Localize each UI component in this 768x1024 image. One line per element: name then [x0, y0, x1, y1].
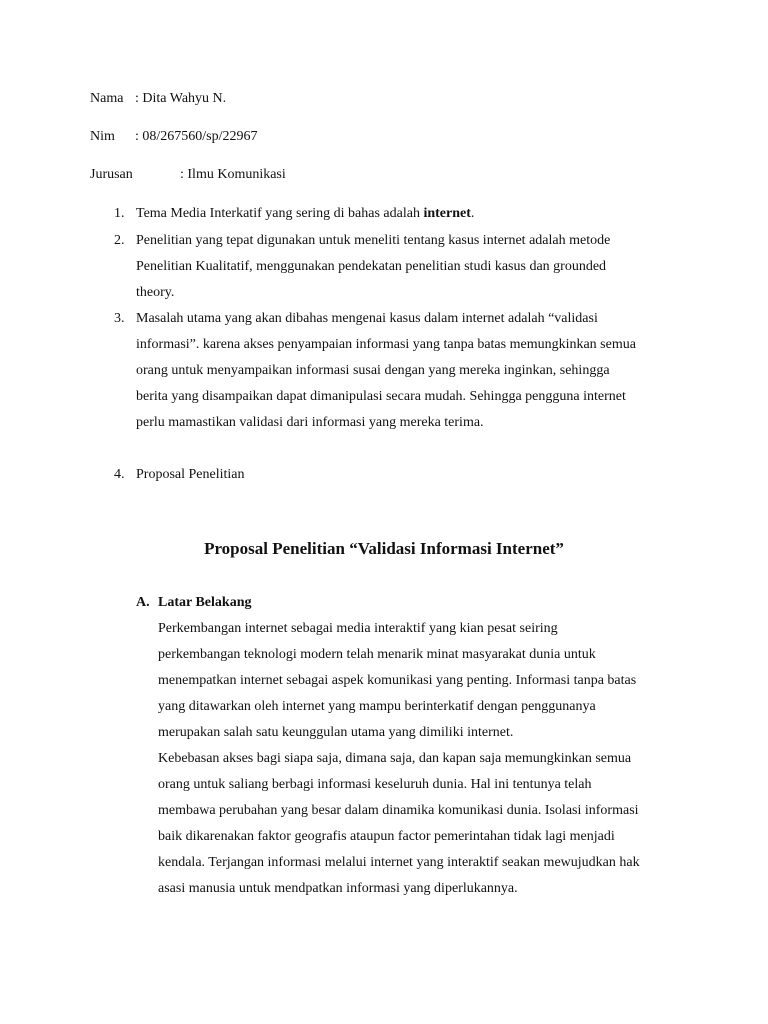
list-item-3-line-2: informasi”. karena akses penyampaian informasi yang tanpa batas memungkinkan semua: [136, 337, 636, 352]
nama-value: : Dita Wahyu N.: [135, 91, 227, 106]
list-item-3-line-3: orang untuk menyampaikan informasi susai dengan yang mereka inginkan, sehingga: [136, 363, 610, 378]
list-number-2: 2.: [114, 233, 125, 248]
nim-label: Nim: [90, 129, 115, 144]
list-item-1: [136, 205, 474, 223]
list-number-3: 3.: [114, 311, 125, 326]
list-item-3-line-4: berita yang disampaikan dapat dimanipulasi secara mudah. Sehingga pengguna internet: [136, 389, 626, 404]
list-item-1-keyword: internet: [423, 206, 471, 221]
jurusan-value: : Ilmu Komunikasi: [180, 167, 286, 182]
paragraph-1-line-1: Perkembangan internet sebagai media interaktif yang kian pesat seiring: [158, 621, 558, 636]
proposal-title: Proposal Penelitian “Validasi Informasi Internet”: [204, 539, 564, 558]
list-item-3-line-5: perlu mamastikan validasi dari informasi yang mereka terima.: [136, 415, 484, 430]
paragraph-2-line-1: Kebebasan akses bagi siapa saja, dimana saja, dan kapan saja memungkinkan semua: [158, 751, 632, 766]
list-item-2-line-2: Penelitian Kualitatif, menggunakan pendekatan penelitian studi kasus dan grounded: [136, 259, 607, 274]
paragraph-1-line-2: perkembangan teknologi modern telah menarik minat masyarakat dunia untuk: [158, 647, 596, 662]
nim-value: : 08/267560/sp/22967: [135, 129, 258, 144]
paragraph-1-line-3: menempatkan internet sebagai aspek komunikasi yang penting. Informasi tanpa batas: [158, 673, 637, 688]
list-item-2-line-1: Penelitian yang tepat digunakan untuk meneliti tentang kasus internet adalah metode: [136, 233, 611, 248]
list-number-4: 4.: [114, 467, 125, 482]
list-item-3-line-1: Masalah utama yang akan dibahas mengenai kasus dalam internet adalah “validasi: [136, 311, 598, 326]
paragraph-2-line-6: asasi manusia untuk mendpatkan informasi yang diperlukannya.: [158, 881, 518, 896]
list-item-1-period: .: [470, 206, 475, 221]
paragraph-2-line-2: orang untuk saliang berbagi informasi keseluruh dunia. Hal ini tentunya telah: [158, 777, 592, 792]
paragraph-2-line-3: membawa perubahan yang besar dalam dinamika komunikasi dunia. Isolasi informasi: [158, 803, 639, 818]
nama-label: Nama: [90, 91, 124, 106]
paragraph-1-line-5: merupakan salah satu keunggulan utama yang dimiliki internet.: [158, 725, 514, 740]
paragraph-2-line-4: baik dikarenakan faktor geografis ataupun factor pemerintahan tidak lagi menjadi: [158, 829, 615, 844]
section-a-title: Latar Belakang: [158, 595, 252, 610]
paragraph-2-line-5: kendala. Terjangan informasi melalui internet yang interaktif seakan mewujudkan hak: [158, 855, 640, 870]
list-item-4: Proposal Penelitian: [136, 467, 245, 482]
list-item-2-line-3: theory.: [136, 285, 175, 300]
section-a-label: A.: [136, 595, 150, 610]
jurusan-label: Jurusan: [90, 167, 133, 182]
paragraph-1-line-4: yang ditawarkan oleh internet yang mampu berinterkatif dengan penggunanya: [158, 699, 596, 714]
list-item-1-text: Tema Media Interkatif yang sering di bahas adalah: [136, 206, 424, 221]
list-number-1: 1.: [114, 206, 125, 221]
